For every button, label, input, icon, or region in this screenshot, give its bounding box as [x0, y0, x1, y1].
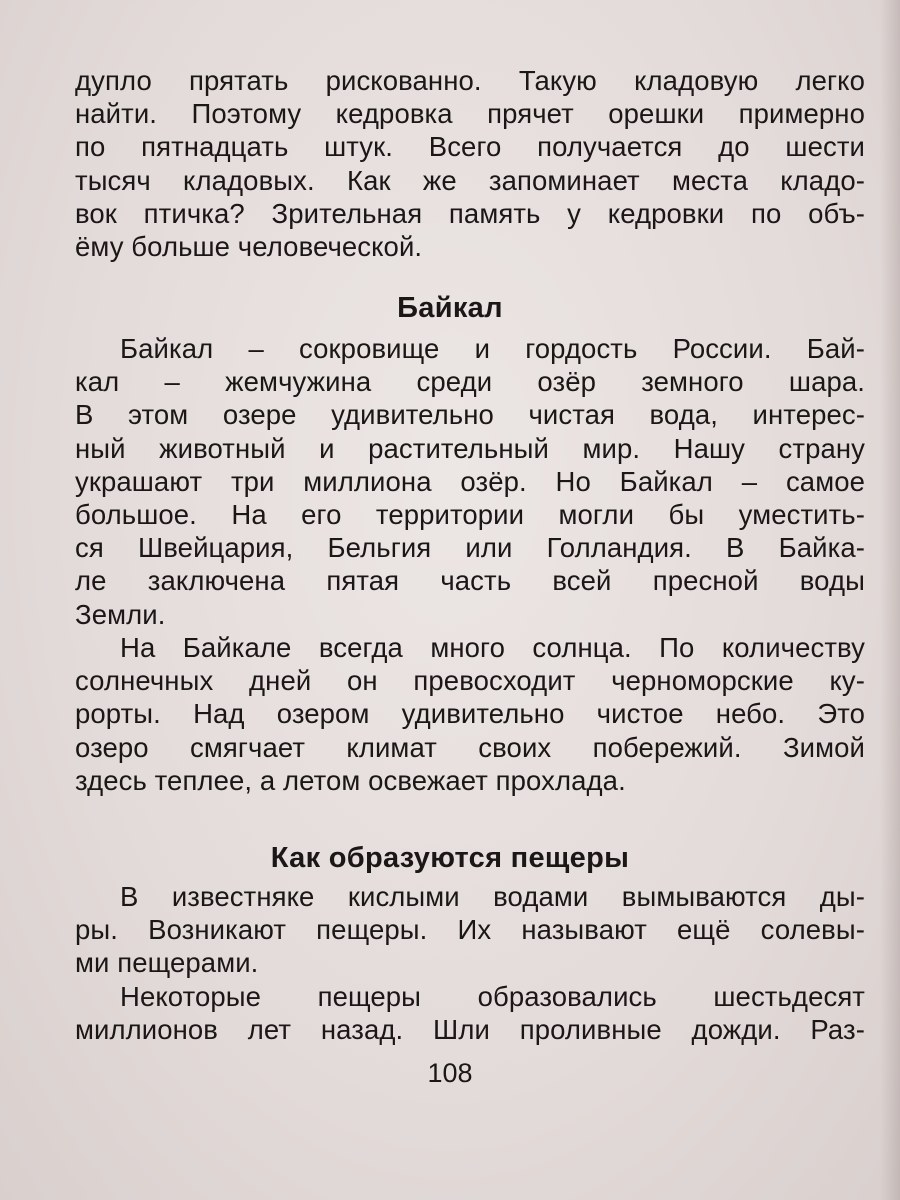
caves-paragraph-2 [75, 980, 865, 1046]
text-line: кал – жемчужина среди озёр земного шара. [75, 366, 865, 398]
text-line: Земли. [75, 598, 166, 630]
text-line: солнечных дней он превосходит черноморские ку- [75, 665, 865, 697]
section-title-caves: Как образуются пещеры [270, 842, 630, 874]
page-number: 108 [427, 1058, 473, 1088]
text-line: ёму больше человеческой. [75, 231, 423, 263]
text-line: тысяч кладовых. Как же запоминает места кладо- [75, 164, 865, 196]
baikal-paragraph-1 [75, 332, 865, 631]
text-line: миллионов лет назад. Шли проливные дожди. Раз- [75, 1014, 865, 1046]
caves-paragraph-1 [75, 880, 865, 980]
text-line: дупло прятать рискованно. Такую кладовую легко [75, 65, 865, 96]
text-line: рорты. Над озером удивительно чистое небо. Это [75, 698, 865, 730]
text-line: Некоторые пещеры образовались шестьдесят [120, 981, 865, 1012]
text-line: здесь теплее, а летом освежает прохлада. [75, 764, 626, 796]
section-title-baikal: Байкал [397, 292, 503, 324]
text-line: украшают три миллиона озёр. Но Байкал – самое [75, 465, 865, 497]
text-line: ный животный и растительный мир. Нашу страну [75, 432, 865, 464]
text-line: найти. Поэтому кедровка прячет орешки примерно [75, 98, 865, 130]
text-line: вок птичка? Зрительная память у кедровки по объ- [75, 197, 865, 229]
text-line: Байкал – сокровище и гордость России. Бай- [120, 333, 865, 364]
text-line: большое. На его территории могли бы уместить- [75, 499, 865, 531]
text-line: озеро смягчает климат своих побережий. Зимой [75, 731, 865, 763]
text-line: В этом озере удивительно чистая вода, интерес- [75, 399, 865, 431]
text-line: ры. Возникают пещеры. Их называют ещё солевы- [75, 914, 865, 946]
text-line: На Байкале всегда много солнца. По количеству [120, 632, 865, 663]
text-line: по пятнадцать штук. Всего получается до шести [75, 131, 865, 163]
page-edge-shadow [880, 0, 900, 1200]
text-line: ся Швейцария, Бельгия или Голландия. В Байка- [75, 532, 865, 564]
baikal-paragraph-2 [75, 631, 865, 797]
continued-paragraph [75, 64, 865, 263]
text-line: В известняке кислыми водами вымываются ды- [120, 881, 865, 912]
text-line: ле заключена пятая часть всей пресной воды [75, 565, 865, 597]
text-line: ми пещерами. [75, 947, 259, 979]
